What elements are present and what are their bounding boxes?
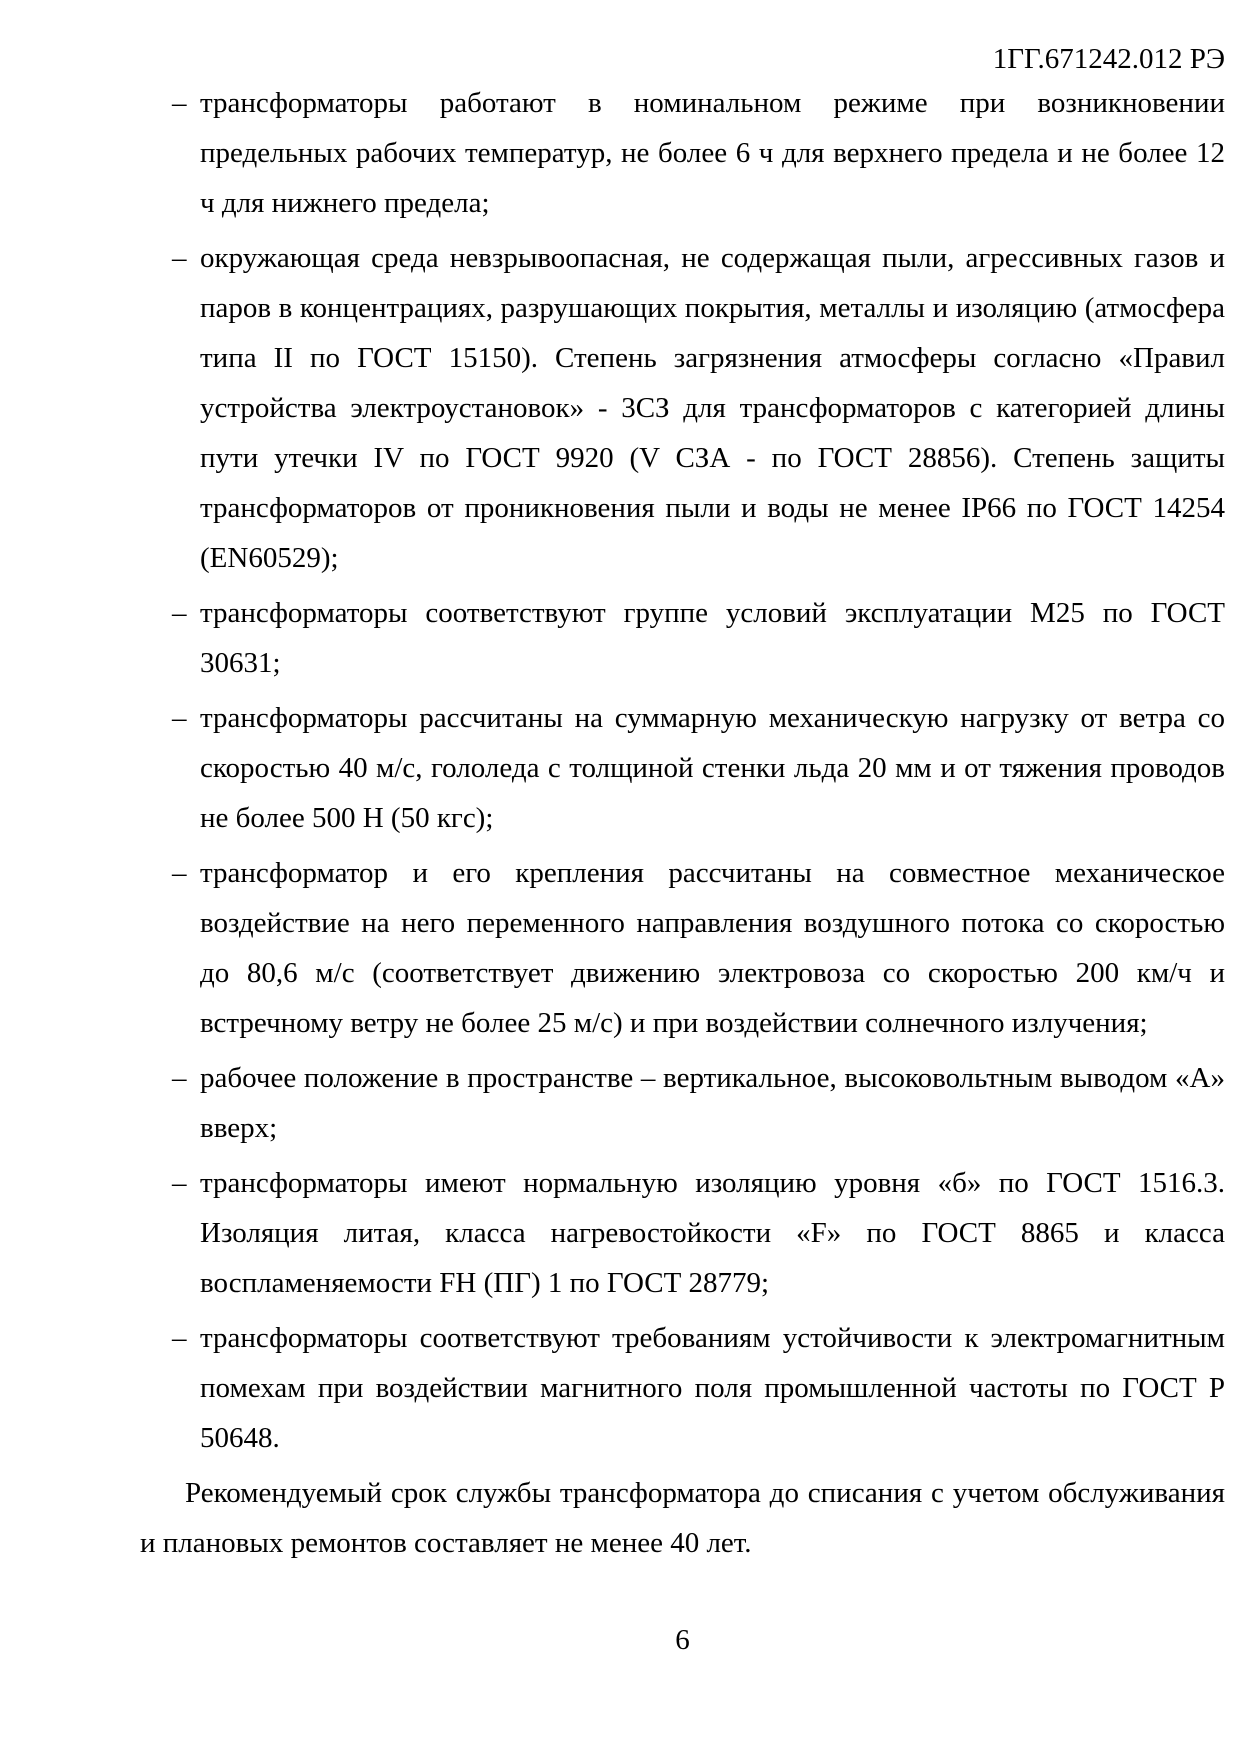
list-item <box>140 78 1225 228</box>
bullet-dash: – <box>172 1322 187 1354</box>
list-item <box>140 848 1225 1048</box>
list-item-text: трансформаторы рассчитаны на суммарную механическую нагрузку от ветра со скоростью 40 м/с, гололеда с толщиной стенки льда 20 мм и от тяжения проводов не более 500 Н (50 кгс); <box>200 702 1225 834</box>
bullet-dash: – <box>172 1062 187 1094</box>
bullet-dash: – <box>172 857 187 889</box>
list-item-text: рабочее положение в пространстве – вертикальное, высоковольтным выводом «А» вверх; <box>200 1062 1225 1144</box>
list-item-text: трансформатор и его крепления рассчитаны на совместное механическое воздействие на него переменного направления воздушного потока со скоростью до 80,6 м/с (соответствует движению электровоза со скоростью 200 км/ч и встречному ветру не более 25 м/с) и при воздействии солнечного излучения; <box>200 857 1225 1039</box>
closing-paragraph: Рекомендуемый срок службы трансформатора до списания с учетом обслуживания и плановых ремонтов составляет не менее 40 лет. <box>140 1477 1225 1559</box>
list-item-text: окружающая среда невзрывоопасная, не содержащая пыли, агрессивных газов и паров в концентрациях, разрушающих покрытия, металлы и изоляцию (атмосфера типа II по ГОСТ 15150). Степень загрязнения атмосферы согласно «Правил устройства электроустановок» - 3СЗ для трансформаторов с категорией длины пути утечки IV по ГОСТ 9920 (V СЗА - по ГОСТ 28856). Степень защиты трансформаторов от проникновения пыли и воды не менее IP66 по ГОСТ 14254 (EN60529); <box>200 242 1225 574</box>
list-item <box>140 693 1225 843</box>
list-item <box>140 1313 1225 1463</box>
list-item <box>140 1053 1225 1153</box>
bullet-dash: – <box>172 702 187 734</box>
list-item <box>140 233 1225 583</box>
bullet-dash: – <box>172 597 187 629</box>
list-item-text: трансформаторы имеют нормальную изоляцию уровня «б» по ГОСТ 1516.3. Изоляция литая, класса нагревостойкости «F» по ГОСТ 8865 и класса воспламеняемости FH (ПГ) 1 по ГОСТ 28779; <box>200 1167 1225 1299</box>
bullet-dash: – <box>172 1167 187 1199</box>
list-item-text: трансформаторы работают в номинальном режиме при возникновении предельных рабочих температур, не более 6 ч для верхнего предела и не более 12 ч для нижнего предела; <box>200 87 1225 219</box>
list-item <box>140 1158 1225 1308</box>
list-item-text: трансформаторы соответствуют группе условий эксплуатации М25 по ГОСТ 30631; <box>200 597 1225 679</box>
page-number: 6 <box>675 1624 690 1656</box>
bullet-dash: – <box>172 87 187 119</box>
list-item <box>140 588 1225 688</box>
document-body <box>140 78 1225 1568</box>
operating-conditions-list <box>140 78 1225 1463</box>
list-item-text: трансформаторы соответствуют требованиям устойчивости к электромагнитным помехам при воздействии магнитного поля промышленной частоты по ГОСТ Р 50648. <box>200 1322 1225 1454</box>
document-number: 1ГГ.671242.012 РЭ <box>992 43 1225 75</box>
bullet-dash: – <box>172 242 187 274</box>
